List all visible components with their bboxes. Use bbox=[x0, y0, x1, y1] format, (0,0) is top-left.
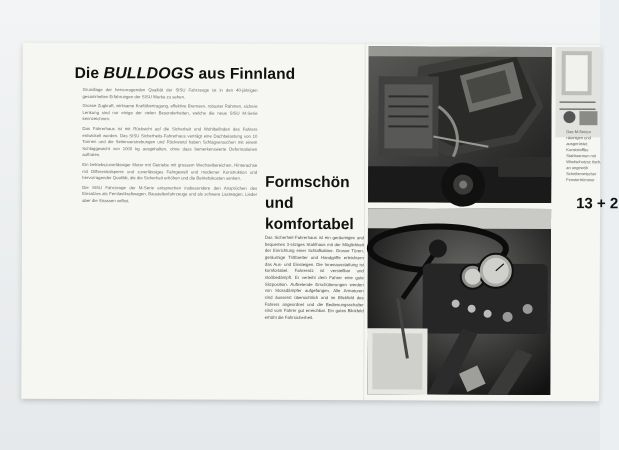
cab-description-column bbox=[265, 235, 364, 322]
cab-detail-photo bbox=[555, 47, 600, 137]
paragraph: Die SISU Fahrzeuge der M-Serie entsprechen insbesondere den Ansprüchen des Einsatzes als Fernlastkraftwagen, Baustellenfahrzeuge und als schwere Lastwagen, Lieder aber die Strassen selbst. bbox=[82, 184, 258, 204]
side-caption: Das M-Serien räumigen und ausgerüstet. Kunststoffbe Stahlwannen mit Windschutzsc tisch, an ungewöh Scheibenwischer Fenstertrümmer bbox=[566, 129, 602, 183]
headline-prefix: Die bbox=[74, 64, 104, 83]
section-title: Formschön und komfortabel bbox=[264, 173, 354, 234]
engine-photo bbox=[368, 46, 552, 203]
dashboard-photo-illustration bbox=[367, 208, 551, 395]
intro-text-column bbox=[82, 87, 258, 208]
cab-detail-illustration bbox=[555, 47, 600, 137]
dashboard-photo bbox=[367, 208, 551, 395]
seat-layout-label: 13 + 2 bbox=[576, 195, 619, 213]
headline-brand: BULLDOGS bbox=[103, 65, 195, 83]
cab-description: Das Sicherheit-Fahrerhaus ist ein geräumiges und bequemes 3-sitziges Stahlhaus mit der Möglichkeit der Einrichtung einer Schlafkabine. Grosse Türen, geräumige Trittbretter und Handgriffe erleichtern das Aus- und Einsteigen. Die Innenausstattung ist komfortabel. Fahrersitz ist verstellbar und stoßbedämpft. Er verleiht dem Fahrer eine gute Sitzposition. Auftretende Erschütterungen werden von Stossdämpfer aufgefangen. Alle Armaturen sind äusserst übersichtlich und im Blickfeld des Fahrers angeordnet und die Bedienungsschalter sind vom Fahrer gut erreichbar. Ein gutes Blickfeld erhöht die Fahrsicherheit. bbox=[264, 234, 364, 320]
brochure-right-page bbox=[363, 44, 619, 401]
engine-photo-illustration bbox=[368, 46, 552, 203]
headline bbox=[75, 65, 296, 84]
paragraph: Grosse Zugkraft, wirksame Kraftübertragung, effektive Bremsen, robuster Rahmen, sichere Lenkung sind nur einige der vielen Besonderheiten, welche die neue SISU M-Serie kennzeichnen. bbox=[82, 103, 258, 122]
paragraph: Das Fahrerhaus ist mit Rücksicht auf die Sicherheit und Wohlbefinden des Fahrers entwickelt worden. Das SISU Sicherheits-Fahrerhaus verträgt eine Dachbelastung von 10 Tonnen und die Seitenverstrebungen und Rückwand haben Schlagversuchen mit einem Schlaggewicht von 1000 kg ausgehalten, ohne dass bemerkenswerte Deformationen auftraten. bbox=[82, 125, 258, 158]
paragraph: Grundlage der hervorragenden Qualität der SISU Fahrzeuge ist in den 40-jährigen gesammelten Erfahrungen der SISU Werke zu sehen. bbox=[82, 87, 258, 100]
brochure-spread bbox=[21, 43, 619, 402]
paragraph: Ein betriebszuverlässiger Motor mit Getriebe mit grossem Wechselbereichen, Hinterachse mit Differentialsperre und zuverlässiges Fahrgestell und moderner Konstruktion und hervorragender Qualität, die die Sicherheit erhöhen und die Betriebskosten senken. bbox=[82, 161, 258, 181]
brochure-left-page bbox=[21, 43, 365, 400]
headline-suffix: aus Finnland bbox=[194, 65, 296, 83]
